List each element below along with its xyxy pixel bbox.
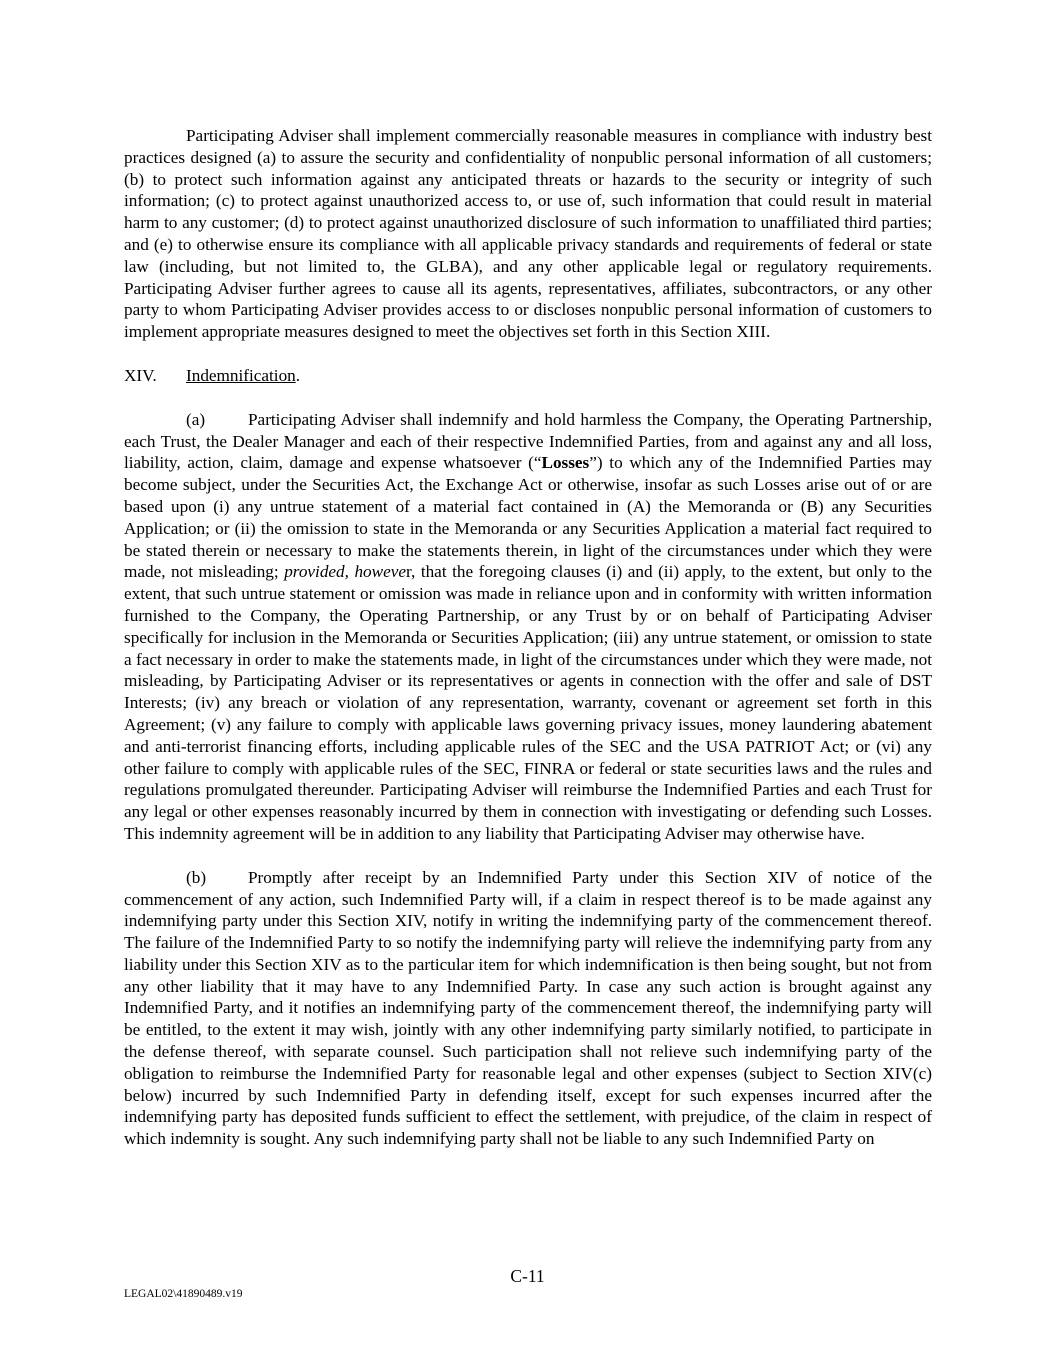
document-body: [124, 125, 932, 1150]
subsection-a-text-2: ”) to which any of the Indemnified Parties may become subject, under the Securities Act, the Exchange Act or otherwise, insofar as such Losses arise out of or are based upon (i) any untrue statement of a material fact contained in (A) the Memoranda or (B) any Securities Application; or (ii) the omission to state in the Memoranda or any Securities Application a material fact required to be stated therein or necessary to make the statements therein, in light of the circumstances under which they were made, not misleading;: [124, 453, 932, 582]
page-number: C-11: [510, 1266, 545, 1286]
losses-defined-term: Losses: [541, 453, 590, 473]
indemnification-subsection-a: [124, 409, 932, 845]
document-id: LEGAL02\41890489.v19: [124, 1288, 243, 1300]
paragraph-gap: [124, 387, 932, 409]
section-title-period: .: [295, 365, 301, 385]
subsection-a-text-1: Participating Adviser shall indemnify and hold harmless the Company, the Operating Partnership, each Trust, the Dealer Manager and each of their respective Indemnified Parties, from and against any and all loss, liability, action, claim, damage and expense whatsoever (“: [124, 409, 932, 473]
subsection-b-label: (b): [186, 867, 207, 887]
proviso-italic: provided, howeve: [284, 562, 406, 582]
paragraph-gap: [124, 845, 932, 867]
subsection-b-text: Promptly after receipt by an Indemnified Party under this Section XIV of notice of the commencement of any action, such Indemnified Party will, if a claim in respect thereof is to be made against any indemnifying party under this Section XIV, notify in writing the indemnifying party of the commencement thereof. The failure of the Indemnified Party to so notify the indemnifying party will relieve the indemnifying party from any liability under this Section XIV as to the particular item for which indemnification is then being sought, but not from any other liability that it may have to any Indemnified Party. In case any such action is brought against any Indemnified Party, and it notifies an indemnifying party of the commencement thereof, the indemnifying party will be entitled, to the extent it may wish, jointly with any other indemnifying party similarly notified, to participate in the defense thereof, with separate counsel. Such participation shall not relieve such indemnifying party of the obligation to reimburse the Indemnified Party for reasonable legal and other expenses (subject to Section XIV(c) below) incurred by such Indemnified Party in defending itself, except for such expenses incurred after the indemnifying party has deposited funds sufficient to effect the settlement, with prejudice, of the claim in respect of which indemnity is sought. Any such indemnifying party shall not be liable to any such Indemnified Party on: [124, 867, 932, 1149]
subsection-a-label: (a): [186, 409, 206, 429]
section-title: Indemnification: [186, 365, 296, 385]
paragraph-gap: [124, 343, 932, 365]
section-heading: [124, 365, 932, 387]
section-number: XIV.: [124, 365, 157, 385]
indemnification-subsection-b: [124, 867, 932, 1150]
privacy-paragraph: Participating Adviser shall implement commercially reasonable measures in compliance with industry best practices designed (a) to assure the security and confidentiality of nonpublic personal information of all customers; (b) to protect such information against any anticipated threats or hazards to the security or integrity of such information; (c) to protect against unauthorized access to, or use of, such information that could result in material harm to any customer; (d) to protect against unauthorized disclosure of such information to unaffiliated third parties; and (e) to otherwise ensure its compliance with all applicable privacy standards and requirements of federal or state law (including, but not limited to, the GLBA), and any other applicable legal or regulatory requirements. Participating Adviser further agrees to cause all its agents, representatives, affiliates, subcontractors, or any other party to whom Participating Adviser provides access to or discloses nonpublic personal information of customers to implement appropriate measures designed to meet the objectives set forth in this Section XIII.: [124, 126, 932, 342]
subsection-a-text-3: r, that the foregoing clauses (i) and (ii) apply, to the extent, but only to the extent, that such untrue statement or omission was made in reliance upon and in conformity with written information furnished to the Company, the Operating Partnership, or any Trust by or on behalf of Participating Adviser specifically for inclusion in the Memoranda or Securities Application; (iii) any untrue statement, or omission to state a fact necessary in order to make the statements made, in light of the circumstances under which they were made, not misleading, by Participating Adviser or its representatives or agents in connection with the offer and sale of DST Interests; (iv) any breach or violation of any representation, warranty, covenant or agreement set forth in this Agreement; (v) any failure to comply with applicable laws governing privacy issues, money laundering abatement and anti-terrorist financing efforts, including applicable rules of the SEC and the USA PATRIOT Act; or (vi) any other failure to comply with applicable rules of the SEC, FINRA or federal or state securities laws and the rules and regulations promulgated thereunder. Participating Adviser will reimburse the Indemnified Parties and each Trust for any legal or other expenses reasonably incurred by them in connection with investigating or defending such Losses. This indemnity agreement will be in addition to any liability that Participating Adviser may otherwise have.: [124, 562, 932, 843]
